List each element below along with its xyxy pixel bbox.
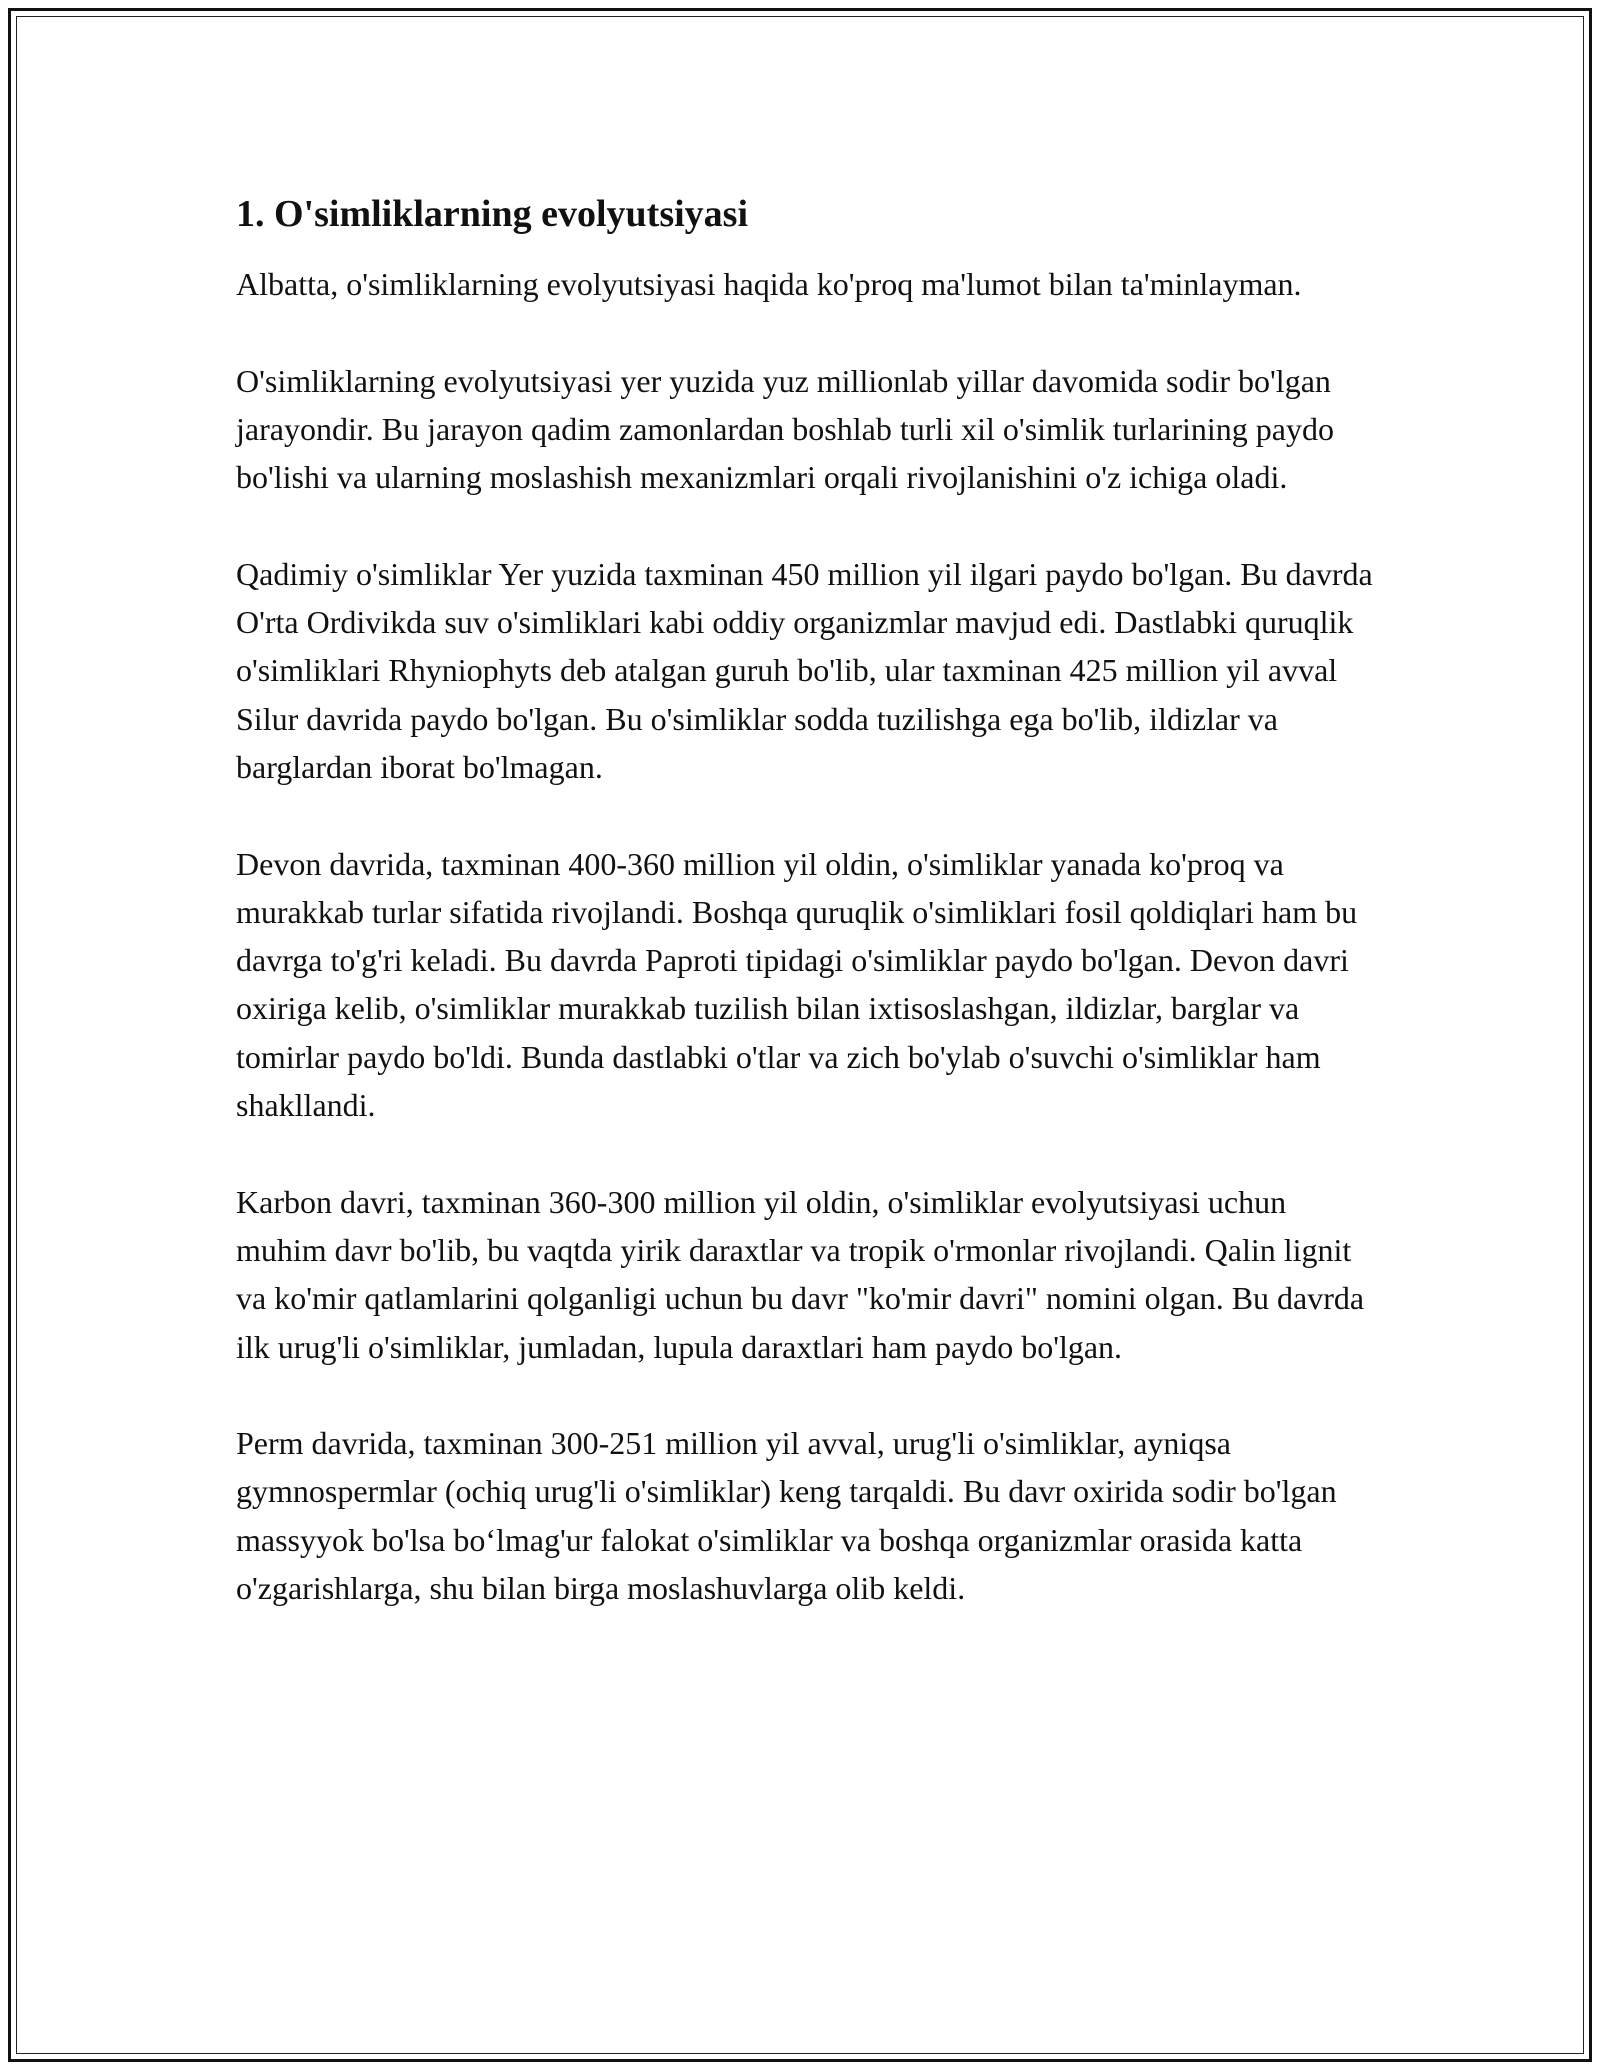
paragraph-permian: Perm davrida, taxminan 300-251 million yil avval, urug'li o'simliklar, ayniqsa gymnospermlar (ochiq urug'li o'simliklar) keng tarqaldi. Bu davr oxirida sodir bo'lgan massyyok bo'lsa bo‘lmag'ur falokat o'simliklar va boshqa organizmlar orasida katta o'zgarishlarga, shu bilan birga moslashuvlarga olib keldi. [236,1425,1337,1607]
document-title: 1. O'simliklarning evolyutsiyasi [236,193,749,235]
document-body [236,186,1376,1661]
paragraph-intro: Albatta, o'simliklarning evolyutsiyasi haqida ko'proq ma'lumot bilan ta'minlayman. [236,266,1302,302]
paragraph-overview: O'simliklarning evolyutsiyasi yer yuzida yuz millionlab yillar davomida sodir bo'lgan jarayondir. Bu jarayon qadim zamonlardan boshlab turli xil o'simlik turlarining paydo bo'lishi va ularning moslashish mexanizmlari orqali rivojlanishini o'z ichiga oladi. [236,362,1334,496]
paragraph-carboniferous: Karbon davri, taxminan 360-300 million yil oldin, o'simliklar evolyutsiyasi uchun muhim davr bo'lib, bu vaqtda yirik daraxtlar va tropik o'rmonlar rivojlandi. Qalin lignit va ko'mir qatlamlarini qolganligi uchun bu davr "ko'mir davri" nomini olgan. Bu davrda ilk urug'li o'simliklar, jumladan, lupula daraxtlari ham paydo bo'lgan. [236,1183,1365,1365]
paragraph-devonian: Devon davrida, taxminan 400-360 million yil oldin, o'simliklar yanada ko'proq va murakkab turlar sifatida rivojlandi. Boshqa quruqlik o'simliklari fosil qoldiqlari ham bu davrga to'g'ri keladi. Bu davrda Paproti tipidagi o'simliklar paydo bo'lgan. Devon davri oxiriga kelib, o'simliklar murakkab tuzilish bilan ixtisoslashgan, ildizlar, barglar va tomirlar paydo bo'ldi. Bunda dastlabki o'tlar va zich bo'ylab o'suvchi o'simliklar ham shakllandi. [236,845,1358,1124]
paragraph-ancient-plants: Qadimiy o'simliklar Yer yuzida taxminan 450 million yil ilgari paydo bo'lgan. Bu davrda O'rta Ordivikda suv o'simliklari kabi oddiy organizmlar mavjud edi. Dastlabki quruqlik o'simliklari Rhyniophyts deb atalgan guruh bo'lib, ular taxminan 425 million yil avval Silur davrida paydo bo'lgan. Bu o'simliklar sodda tuzilishga ega bo'lib, ildizlar va barglardan iborat bo'lmagan. [236,555,1373,785]
